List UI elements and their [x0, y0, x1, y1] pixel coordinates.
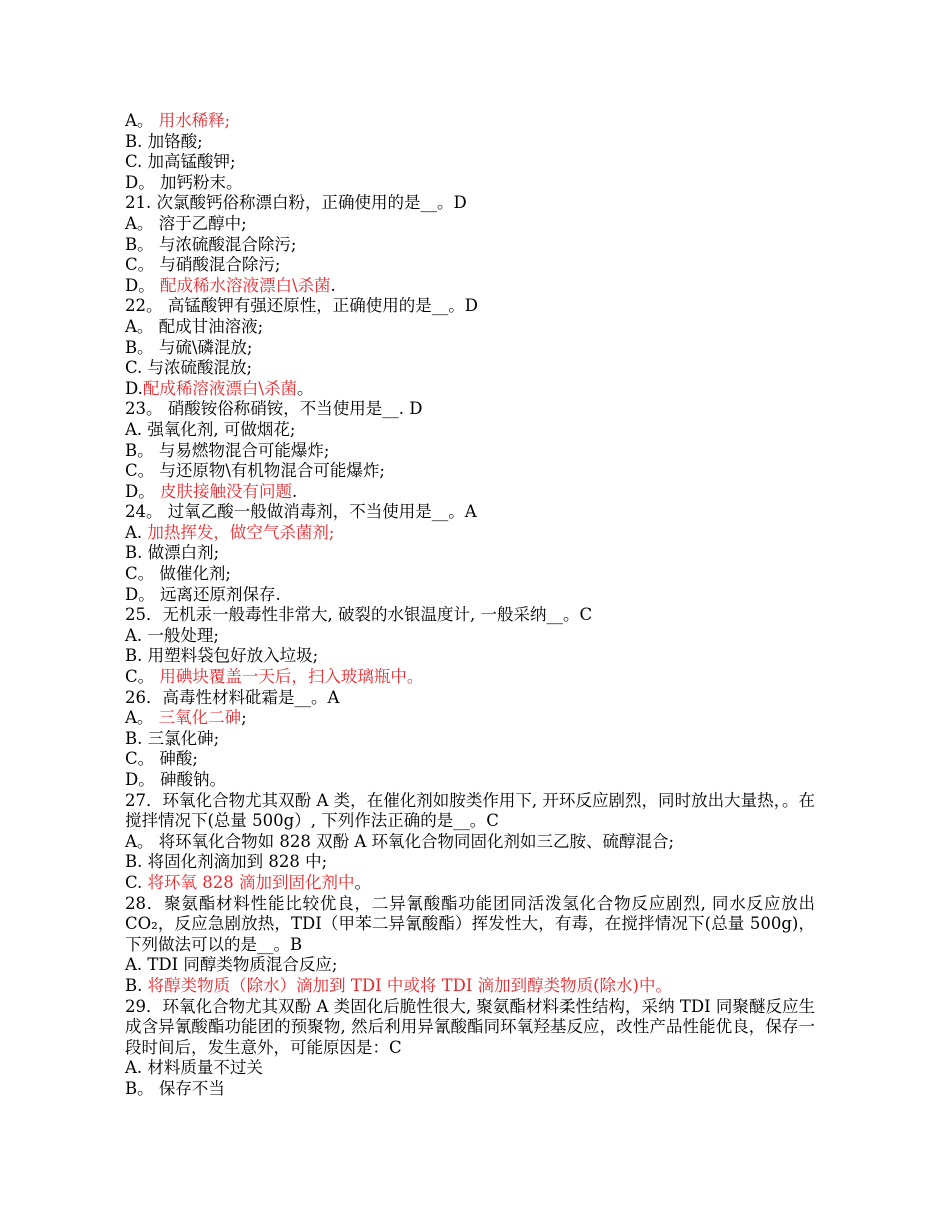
text-line [125, 832, 815, 853]
option-prefix: B. [125, 975, 148, 995]
line-text: A. 一般处理; [125, 625, 219, 645]
line-text: A. TDI 同醇类物质混合反应; [125, 955, 338, 975]
line-text: 23。 硝酸铵俗称硝铵，不当使用是__. D [125, 399, 423, 419]
option-prefix: A. [125, 522, 148, 542]
answer-text: 皮肤接触没有问题 [159, 481, 292, 501]
text-line [125, 193, 815, 214]
line-text: 26．高毒性材料砒霜是__。A [125, 687, 340, 707]
line-suffix: . [291, 481, 298, 501]
option-prefix: C. [125, 872, 148, 892]
document-page [125, 111, 815, 1100]
answer-text: 将环氧 828 滴加到固化剂中 [147, 872, 355, 892]
text-line [125, 173, 815, 194]
line-text: D。 砷酸钠。 [125, 770, 226, 789]
option-prefix: D. [125, 378, 143, 398]
line-text: 27．环氧化合物尤其双酚 A 类，在催化剂如胺类作用下, 开环反应剧烈，同时放出大量热，。在搅拌情况下(总量 500g）, 下列作法正确的是__。C [125, 790, 815, 831]
line-text: A. 材料质量不过关 [125, 1058, 263, 1078]
text-line [125, 976, 815, 997]
text-line [125, 626, 815, 647]
text-line [125, 708, 815, 729]
text-line [125, 1058, 815, 1079]
text-line [125, 358, 815, 379]
text-line [125, 235, 815, 256]
line-text: A。 配成甘油溶液; [125, 316, 264, 336]
answer-text: 将醇类物质（除水）滴加到 TDI 中或将 TDI 滴加到醇类物质(除水)中。 [147, 975, 672, 995]
line-suffix: ; [241, 708, 247, 728]
text-line [125, 441, 815, 462]
line-text: B. 将固化剂滴加到 828 中; [125, 852, 328, 872]
line-text: 29．环氧化合物尤其双酚 A 类固化后脆性很大, 聚氨酯材料柔性结构，采纳 TDI 同聚醚反应生成含异氰酸酯功能团的预聚物, 然后利用异氰酸酯同环氧羟基反应，改性产品性能优良，保存一段时间后，发生意外，可能原因是：C [125, 996, 815, 1057]
option-prefix: C。 [125, 667, 160, 687]
line-suffix: . [330, 275, 336, 295]
text-line [125, 605, 815, 626]
text-line [125, 1079, 815, 1100]
line-text: C。 做催化剂; [125, 564, 231, 584]
text-line [125, 132, 815, 153]
text-line [125, 688, 815, 709]
line-text: C。 与硝酸混合除污; [125, 255, 281, 275]
text-line [125, 111, 815, 132]
text-line [125, 502, 815, 523]
line-text: B. 用塑料袋包好放入垃圾; [125, 646, 319, 666]
text-line [125, 729, 815, 750]
line-text: D。 远离还原剂保存. [125, 584, 281, 604]
line-text: C。 砷酸; [125, 749, 198, 769]
text-line [125, 791, 815, 832]
line-text: B. 做漂白剂; [125, 543, 220, 563]
answer-text: 配成稀溶液漂白\杀菌 [142, 378, 297, 398]
line-text: A. 强氧化剂, 可做烟花; [125, 419, 296, 439]
text-line [125, 338, 815, 359]
text-line [125, 276, 815, 297]
answer-text: 配成稀水溶液漂白\杀菌 [159, 275, 331, 295]
text-line [125, 255, 815, 276]
line-text: B。 与浓硫酸混合除污; [125, 234, 297, 254]
text-line [125, 214, 815, 235]
answer-text: 三氧化二砷 [158, 708, 242, 728]
text-line [125, 399, 815, 420]
line-text: B. 加铬酸; [125, 131, 203, 151]
text-line [125, 646, 815, 667]
text-line [125, 955, 815, 976]
line-text: B。 保存不当 [125, 1078, 225, 1098]
text-line [125, 461, 815, 482]
line-text: D。 加钙粉末。 [125, 172, 243, 192]
option-prefix: A。 [125, 111, 159, 130]
line-text: 24。 过氧乙酸一般做消毒剂，不当使用是__。A [125, 502, 477, 522]
option-prefix: D。 [125, 481, 160, 501]
text-line [125, 997, 815, 1059]
text-line [125, 482, 815, 503]
line-suffix: 。 [354, 872, 372, 892]
text-line [125, 152, 815, 173]
text-line [125, 749, 815, 770]
text-line [125, 296, 815, 317]
line-suffix: 。 [296, 378, 314, 398]
text-line [125, 852, 815, 873]
line-text: 22。 高锰酸钾有强还原性，正确使用的是__。D [125, 296, 478, 316]
text-line [125, 585, 815, 606]
line-text: 25．无机汞一般毒性非常大, 破裂的水银温度计, 一般采纳__。C [125, 605, 593, 625]
text-line [125, 667, 815, 688]
line-text: 21. 次氯酸钙俗称漂白粉，正确使用的是__。D [125, 193, 467, 213]
text-line [125, 873, 815, 894]
text-line [125, 894, 815, 956]
line-text: B. 三氯化砷; [125, 728, 220, 748]
text-line [125, 420, 815, 441]
answer-text: 加热挥发，做空气杀菌剂; [147, 522, 335, 542]
line-text: B。 与易燃物混合可能爆炸; [125, 440, 330, 460]
text-line [125, 770, 815, 791]
text-line [125, 564, 815, 585]
line-text: 28．聚氨酯材料性能比较优良，二异氰酸酯功能团同活泼氢化合物反应剧烈, 同水反应放出 CO₂，反应急剧放热，TDI（甲苯二异氰酸酯）挥发性大，有毒，在搅拌情况下(总量 500g)，下列做法可以的是__。B [125, 893, 815, 954]
line-text: A。 溶于乙醇中; [125, 213, 247, 233]
option-prefix: D。 [125, 275, 160, 295]
line-text: B。 与硫\磷混放; [125, 337, 253, 357]
line-text: C. 与浓硫酸混放; [125, 358, 253, 378]
option-prefix: A。 [125, 708, 159, 728]
line-text: C。 与还原物\有机物混合可能爆炸; [125, 461, 385, 481]
answer-text: 用碘块覆盖一天后，扫入玻璃瓶中。 [159, 667, 424, 687]
text-line [125, 543, 815, 564]
text-line [125, 317, 815, 338]
text-line [125, 379, 815, 400]
text-line [125, 523, 815, 544]
line-text: A。 将环氧化合物如 828 双酚 A 环氧化合物同固化剂如三乙胺、硫醇混合; [125, 831, 675, 851]
line-text: C. 加高锰酸钾; [125, 152, 236, 172]
answer-text: 用水稀释; [158, 111, 231, 130]
